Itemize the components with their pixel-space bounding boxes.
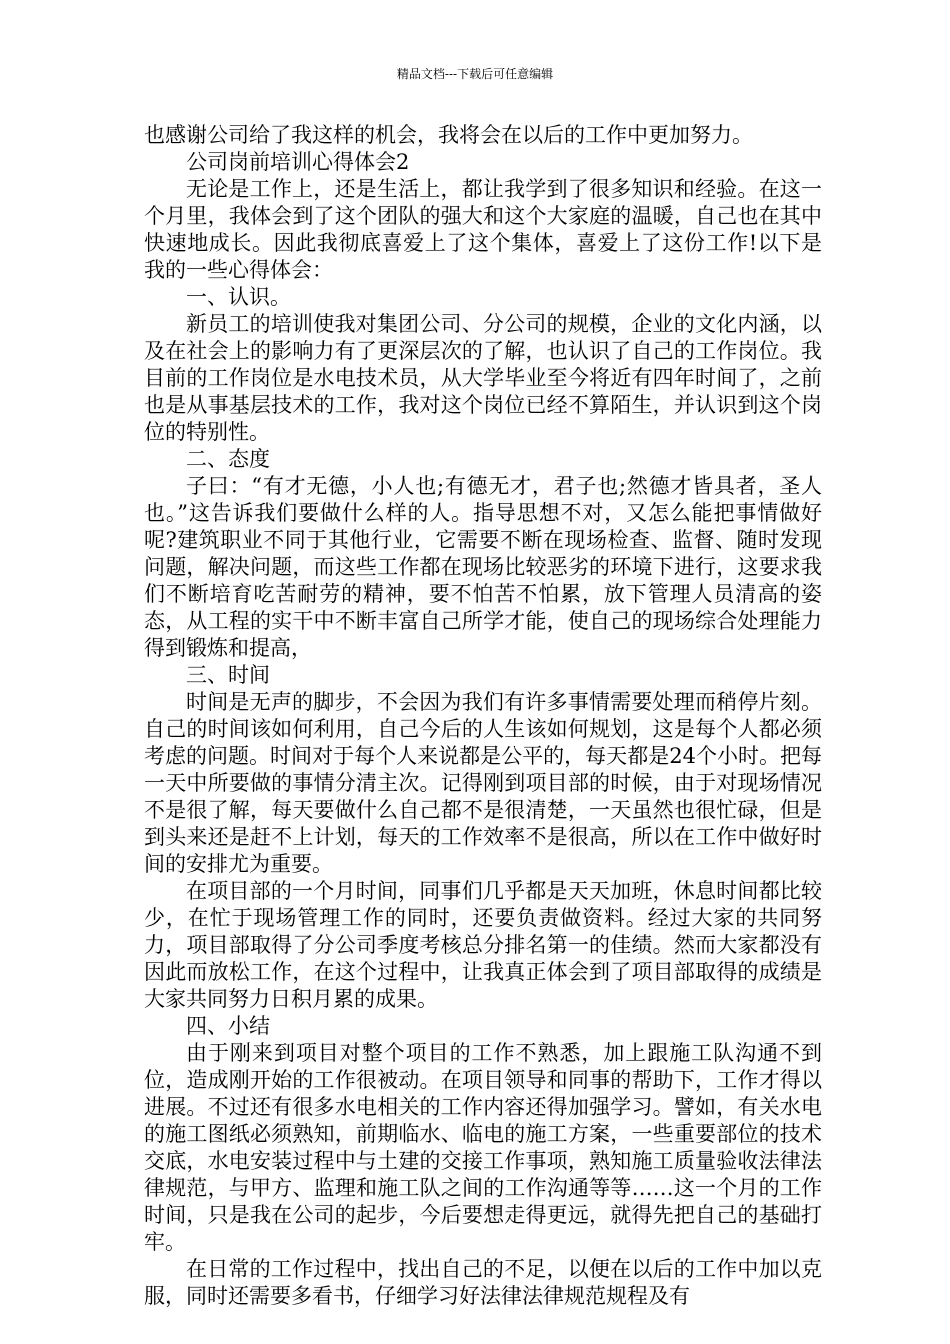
paragraph-continuation: 也感谢公司给了我这样的机会，我将会在以后的工作中更加努力。 bbox=[144, 123, 753, 147]
paragraph: 时间是无声的脚步，不会因为我们有许多事情需要处理而稍停片刻。自己的时间该如何利用，自己今后的人生该如何规划，这是每个人都必须考虑的问题。时间对于每个人来说都是公平的，每天都是24个小时。把每一天中所要做的事情分清主次。记得刚到项目部的时候，由于对现场情况不是很了解，每天要做什么自己都不是很清楚，一天虽然也很忙碌，但是到头来还是赶不上计划，每天的工作效率不是很高，所以在工作中做好时间的安排尤为重要。 bbox=[144, 690, 822, 876]
paragraph: 由于刚来到项目对整个项目的工作不熟悉，加上跟施工队沟通不到位，造成刚开始的工作很被动。在项目领导和同事的帮助下，工作才得以进展。不过还有很多水电相关的工作内容还得加强学习。譬如，有关水电的施工图纸必须熟知，前期临水、临电的施工方案，一些重要部位的技术交底，水电安装过程中与土建的交接工作事项，熟知施工质量验收法律法律规范，与甲方、监理和施工队之间的工作沟通等等……这一个月的工作时间，只是我在公司的起步，今后要想走得更远，就得先把自己的基础打牢。 bbox=[144, 1041, 822, 1254]
paragraph: 无论是工作上，还是生活上，都让我学到了很多知识和经验。在这一个月里，我体会到了这个团队的强大和这个大家庭的温暖，自己也在其中快速地成长。因此我彻底喜爱上了这个集体，喜爱上了这份工作!以下是我的一些心得体会： bbox=[144, 177, 822, 282]
section-heading-attitude: 二、态度 bbox=[186, 447, 270, 471]
paragraph: 在日常的工作过程中，找出自己的不足，以便在以后的工作中加以克服，同时还需要多看书，仔细学习好法律法律规范规程及有 bbox=[144, 1257, 822, 1308]
paragraph: 在项目部的一个月时间，同事们几乎都是天天加班，休息时间都比较少，在忙于现场管理工作的同时，还要负责做资料。经过大家的共同努力，项目部取得了分公司季度考核总分排名第一的佳绩。然而大家都没有因此而放松工作，在这个过程中，让我真正体会到了项目部取得的成绩是大家共同努力日积月累的成果。 bbox=[144, 879, 822, 1011]
paragraph: 新员工的培训使我对集团公司、分公司的规模，企业的文化内涵，以及在社会上的影响力有了更深层次的了解，也认识了自己的工作岗位。我目前的工作岗位是水电技术员，从大学毕业至今将近有四年时间了，之前也是从事基层技术的工作，我对这个岗位已经不算陌生，并认识到这个岗位的特别性。 bbox=[144, 312, 822, 444]
paragraph: 子曰：“有才无德，小人也;有德无才，君子也;然德才皆具者，圣人也。”这告诉我们要做什么样的人。指导思想不对，又怎么能把事情做好呢?建筑职业不同于其他行业，它需要不断在现场检查、监督、随时发现问题，解决问题，而这些工作都在现场比较恶劣的环境下进行，这要求我们不断培育吃苦耐劳的精神，要不怕苦不怕累，放下管理人员清高的姿态，从工程的实干中不断丰富自己所学才能，使自己的现场综合处理能力得到锻炼和提高， bbox=[144, 474, 822, 660]
page-header: 精品文档---下载后可任意编辑 bbox=[396, 67, 554, 81]
section-title: 公司岗前培训心得体会2 bbox=[186, 150, 410, 174]
section-heading-recognition: 一、认识。 bbox=[186, 285, 291, 309]
section-heading-time: 三、时间 bbox=[186, 663, 270, 687]
document-body bbox=[144, 122, 822, 1310]
section-heading-summary: 四、小结 bbox=[186, 1014, 270, 1038]
